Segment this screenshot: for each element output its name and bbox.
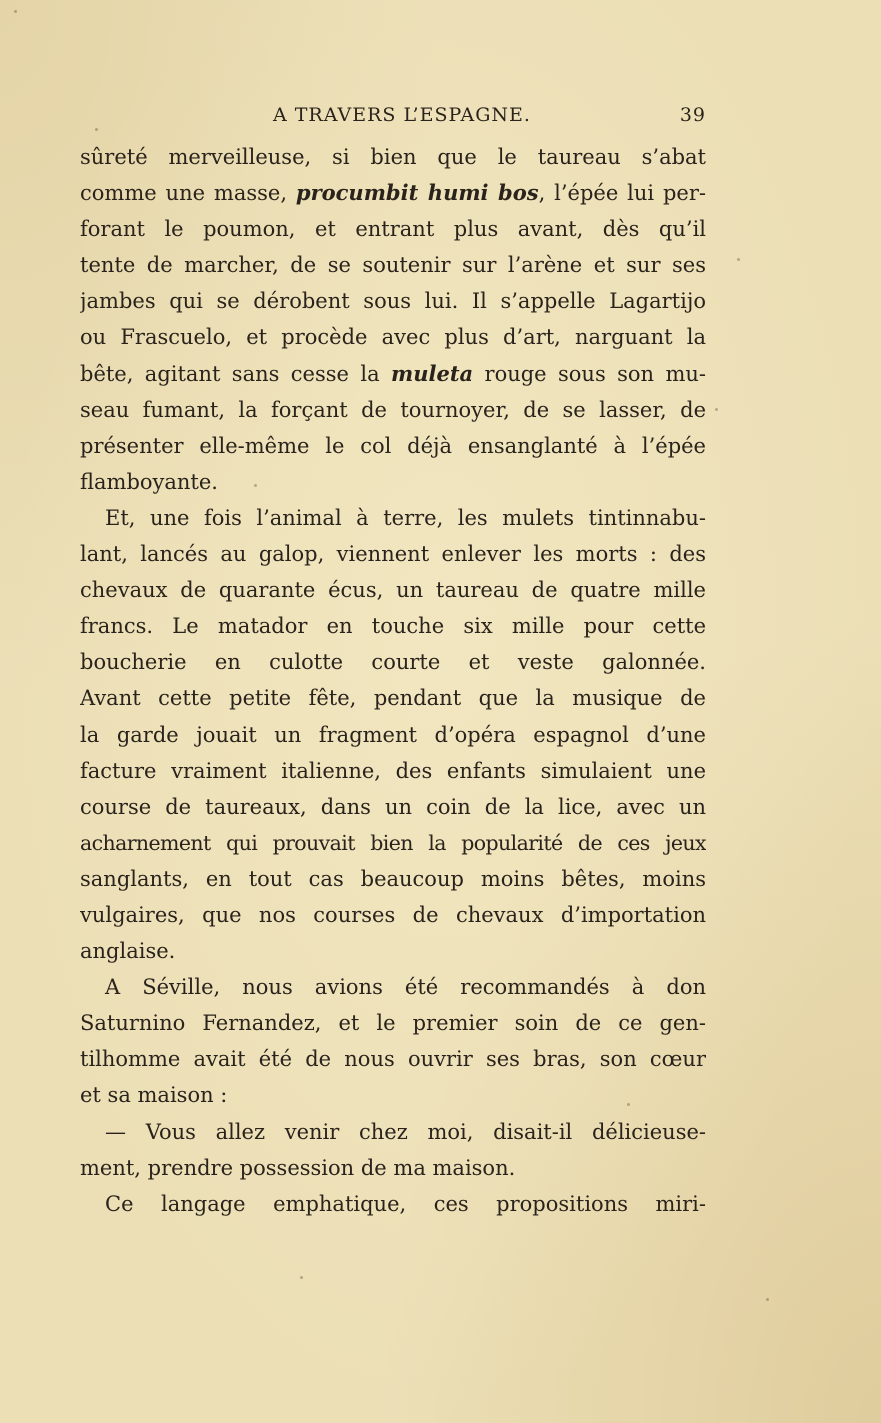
text-line (80, 1077, 706, 1113)
text-segment: acharnement qui prouvait bien la popularité de ces jeux (80, 830, 706, 855)
text-line (80, 825, 706, 861)
text-segment: lant, lancés au galop, viennent enlever les morts : des (80, 542, 706, 567)
text-line (80, 247, 706, 283)
text-line (80, 211, 706, 247)
text-segment: Saturnino Fernandez, et le premier soin de ce gen- (80, 1011, 706, 1036)
text-segment: jambes qui se dérobent sous lui. Il s’appelle Lagartijo (80, 289, 706, 314)
text-segment: Et, une fois l’animal à terre, les mulets tintinnabu- (105, 505, 706, 530)
text-line (80, 969, 706, 1005)
text-line (80, 789, 706, 825)
text-segment: flamboyante. (80, 469, 218, 494)
text-segment: A Séville, nous avions été recommandés à don (105, 975, 706, 1000)
text-segment: présenter elle-même le col déjà ensanglanté à l’épée (80, 433, 706, 458)
text-segment: francs. Le matador en touche six mille pour cette (80, 614, 706, 639)
text-segment: sanglants, en tout cas beaucoup moins bêtes, moins (80, 866, 706, 891)
text-line (80, 933, 706, 969)
text-line (80, 283, 706, 319)
text-segment: anglaise. (80, 939, 176, 964)
text-line (80, 175, 706, 211)
paper-speck (766, 1298, 769, 1301)
text-segment: Ce langage emphatique, ces propositions miri- (105, 1191, 706, 1216)
text-segment: seau fumant, la forçant de tournoyer, de se lasser, de (80, 397, 706, 422)
text-line (80, 536, 706, 572)
text-segment: chevaux de quarante écus, un taureau de quatre mille (80, 578, 706, 603)
text-segment: boucherie en culotte courte et veste galonnée. (80, 650, 706, 675)
text-line (80, 608, 706, 644)
text-line (80, 356, 706, 392)
paper-speck (14, 10, 17, 13)
text-segment: , l’épée lui per- (538, 181, 706, 206)
text-line (80, 572, 706, 608)
text-segment: bête, agitant sans cesse la (80, 361, 391, 386)
running-title: A TRAVERS L’ESPAGNE. (273, 104, 531, 126)
text-segment: rouge sous son mu- (473, 361, 706, 386)
running-head (80, 100, 706, 134)
italic-phrase: procumbit humi bos (295, 180, 539, 206)
paper-speck (95, 128, 98, 131)
text-line (80, 644, 706, 680)
text-line (80, 500, 706, 536)
text-segment: tilhomme avait été de nous ouvrir ses bras, son cœur (80, 1047, 706, 1072)
text-segment: tente de marcher, de se soutenir sur l’arène et sur ses (80, 253, 706, 278)
paper-speck (715, 408, 718, 411)
text-line (80, 753, 706, 789)
text-segment: vulgaires, que nos courses de chevaux d’importation (80, 902, 706, 927)
body-text (80, 139, 706, 1222)
paper-speck (254, 484, 257, 487)
page-number: 39 (679, 104, 706, 126)
text-segment: sûreté merveilleuse, si bien que le taureau s’abat (80, 145, 706, 169)
text-segment: forant le poumon, et entrant plus avant, dès qu’il (80, 217, 706, 242)
italic-phrase: muleta (391, 360, 474, 386)
text-line (80, 1041, 706, 1077)
text-segment: ment, prendre possession de ma maison. (80, 1155, 516, 1180)
text-line (80, 897, 706, 933)
text-segment: Avant cette petite fête, pendant que la musique de (80, 686, 706, 711)
paper-speck (300, 1276, 303, 1279)
text-segment: et sa maison : (80, 1083, 228, 1108)
text-line (80, 319, 706, 355)
text-line (80, 1150, 706, 1186)
text-segment: comme une masse, (80, 181, 296, 206)
text-line (80, 1005, 706, 1041)
text-segment: — Vous allez venir chez moi, disait-il délicieuse- (105, 1119, 706, 1144)
text-line (80, 680, 706, 716)
text-segment: ou Frascuelo, et procède avec plus d’art, narguant la (80, 325, 706, 350)
text-line (80, 392, 706, 428)
text-line (80, 464, 706, 500)
text-segment: course de taureaux, dans un coin de la lice, avec un (80, 794, 706, 819)
text-segment: la garde jouait un fragment d’opéra espagnol d’une (80, 722, 706, 747)
paper-speck (627, 1103, 630, 1106)
text-line (80, 717, 706, 753)
text-line (80, 861, 706, 897)
text-line (80, 1114, 706, 1150)
text-line (80, 1186, 706, 1222)
text-line (80, 428, 706, 464)
text-line (80, 139, 706, 175)
paper-speck (737, 258, 740, 261)
text-segment: facture vraiment italienne, des enfants simulaient une (80, 758, 706, 783)
